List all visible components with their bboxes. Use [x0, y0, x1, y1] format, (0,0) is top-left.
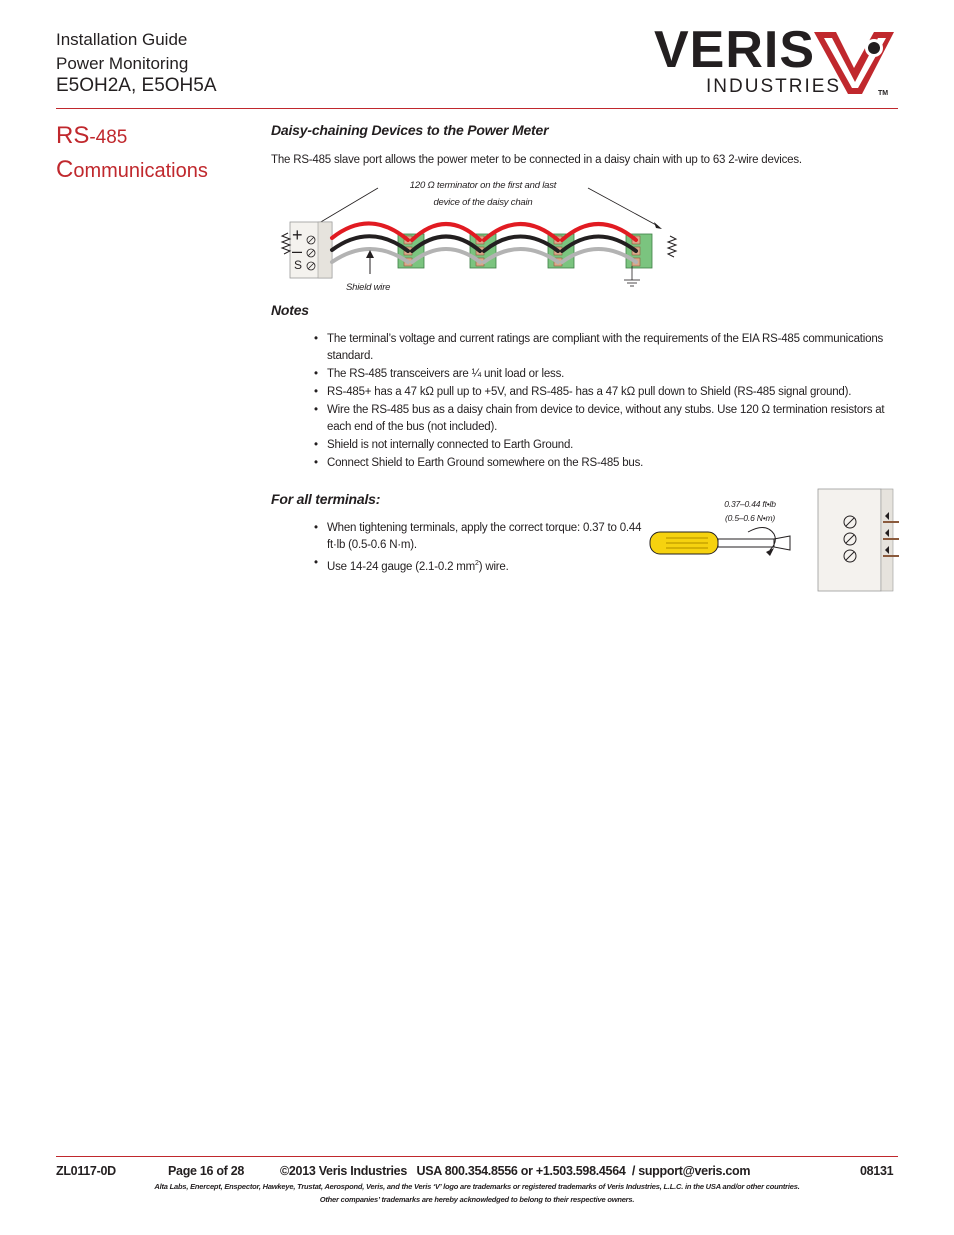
title-cap: C — [56, 156, 74, 183]
terminal-text: When tightening terminals, apply the correct torque: 0.37 to 0.44 ft·lb (0.5-0.6 N·m). — [327, 522, 642, 551]
minus-symbol: – — [292, 241, 303, 261]
terminal-item: • Use 14-24 gauge (2.1-0.2 $mm^2$) wire. — [314, 557, 509, 573]
veris-v-icon — [812, 28, 896, 98]
note-text: The RS-485 transceivers are ¼ unit load or less. — [327, 368, 565, 380]
terminal-item: • When tightening terminals, apply the correct torque: 0.37 to 0.44 ft·lb (0.5-0.6 N·m). — [314, 522, 642, 551]
note-item: • Connect Shield to Earth Ground somewhere on the RS-485 bus. — [314, 457, 644, 469]
terminal-sup: 2 — [475, 560, 479, 567]
plus-symbol: + — [292, 225, 303, 245]
note-item: • Wire the RS-485 bus as a daisy chain from device to device, without any stubs. Use 120 Ω termination resistors at each end of the bus (not included). — [314, 404, 885, 433]
title-rs: RS — [56, 122, 90, 149]
terminal-text: Use 14-24 gauge (2.1-0.2 mm — [327, 560, 476, 573]
torque-label-2: (0.5–0.6 N•m) — [725, 513, 775, 523]
section-title — [56, 120, 127, 155]
title-num: -485 — [89, 127, 128, 148]
terminator-label-1: 120 Ω terminator on the first and last — [409, 180, 557, 191]
note-text: RS-485+ has a 47 kΩ pull up to +5V, and RS-485- has a 47 kΩ pull down to Shield (RS-485 signal ground). — [327, 386, 852, 398]
terminals-heading: For all terminals: — [271, 491, 381, 507]
footer-rule — [56, 1156, 898, 1157]
footer-page: Page 16 of 28 — [168, 1164, 245, 1178]
notes-heading: Notes — [271, 302, 309, 318]
note-item: • RS-485+ has a 47 kΩ pull up to +5V, and RS-485- has a 47 kΩ pull down to Shield (RS-485 signal ground). — [314, 386, 852, 398]
terminator-label-2: device of the daisy chain — [433, 197, 533, 208]
section-title-line2 — [56, 154, 208, 189]
header-models: E5OH2A, E5OH5A — [56, 75, 217, 96]
daisy-heading: Daisy-chaining Devices to the Power Meter — [271, 122, 549, 138]
footer-contact: ©2013 Veris Industries USA 800.354.8556 or +1.503.598.4564 / support@veris.com — [280, 1164, 751, 1178]
header-title: Installation Guide — [56, 30, 188, 49]
note-text: Wire the RS-485 bus as a daisy chain from device to device, without any stubs. Use 120 Ω termination resistors at each end of the bus (not included). — [327, 404, 885, 433]
torque-label-1: 0.37–0.44 ft•lb — [724, 499, 776, 509]
screwdriver-icon — [644, 524, 794, 564]
note-item: • Shield is not internally connected to Earth Ground. — [314, 439, 574, 451]
note-item: • The RS-485 transceivers are ¼ unit load or less. — [314, 368, 565, 380]
veris-logo — [654, 21, 899, 102]
note-text: Shield is not internally connected to Earth Ground. — [327, 439, 574, 451]
daisy-chain-diagram — [270, 178, 690, 298]
header-subtitle: Power Monitoring — [56, 54, 189, 73]
terminal-block-icon — [817, 488, 899, 594]
footer-code: 08131 — [860, 1164, 894, 1178]
logo-word: VERIS — [654, 21, 816, 79]
terminals-list — [314, 520, 649, 577]
note-item: • The terminal’s voltage and current ratings are compliant with the requirements of the EIA RS-485 communications standard. — [314, 333, 884, 362]
title-rest: ommunications — [73, 160, 208, 182]
shield-wire-label: Shield wire — [346, 282, 391, 293]
shield-symbol: S — [294, 258, 303, 272]
logo-tm: TM — [878, 90, 889, 97]
note-text: Connect Shield to Earth Ground somewhere on the RS-485 bus. — [327, 457, 644, 469]
daisy-text: The RS-485 slave port allows the power meter to be connected in a daisy chain with up to 63 2-wire devices. — [271, 154, 802, 166]
note-text: The terminal’s voltage and current ratings are compliant with the requirements of the EIA RS-485 communications standard. — [327, 333, 884, 362]
header-rule — [56, 108, 898, 109]
terminal-text-end: ) wire. — [478, 560, 509, 573]
footer-doc-number: ZL0117-0D — [56, 1164, 116, 1178]
wiring-svg — [270, 178, 690, 298]
notes-list — [314, 331, 897, 473]
footer-trademarks-2: Other companies’ trademarks are hereby acknowledged to belong to their respective owners. — [319, 1195, 635, 1204]
footer-trademarks-1: Alta Labs, Enercept, Enspector, Hawkeye, Trustat, Aerospond, Veris, and the Veris ‘V’ logo are trademarks or registered trademarks of Veris Industries, L.L.C. in the USA and/or other countries. — [154, 1182, 800, 1191]
logo-sub: INDUSTRIES — [706, 76, 842, 97]
